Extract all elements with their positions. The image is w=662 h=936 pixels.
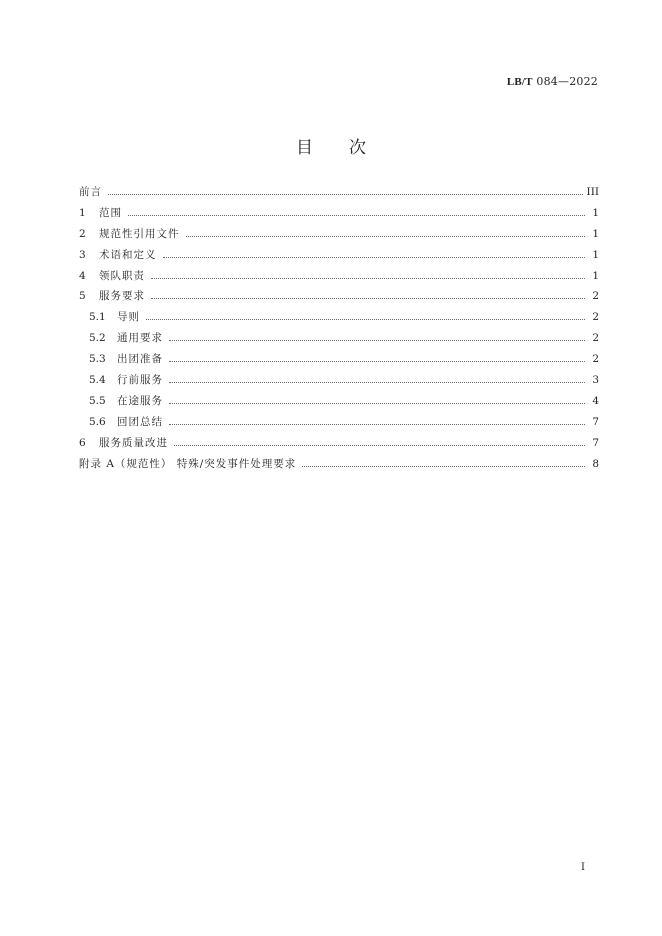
toc-entry[interactable] <box>79 330 599 351</box>
toc-leader-dots <box>151 270 585 279</box>
toc-entry[interactable] <box>79 351 599 372</box>
toc-leader-dots <box>169 374 585 383</box>
toc-entry-page: 1 <box>592 269 599 282</box>
toc-entry-title: 术语和定义 <box>99 248 157 261</box>
toc-entry-number: 1 <box>79 206 86 219</box>
toc-entry-title: 出团准备 <box>117 353 163 366</box>
toc-entry-page: 8 <box>592 457 599 470</box>
toc-leader-dots <box>108 186 583 195</box>
toc-entry-title: 行前服务 <box>117 374 163 387</box>
toc-leader-dots <box>302 458 585 467</box>
toc-entry-title: 导则 <box>117 311 140 324</box>
toc-entry-number: 5.2 <box>89 332 106 345</box>
toc-entry-number: 5 <box>79 290 86 303</box>
toc-entry-page: 2 <box>592 311 599 324</box>
toc-entry-number: 5.1 <box>89 311 106 324</box>
toc-entry-page: 4 <box>592 394 599 407</box>
toc-entry-page: 2 <box>592 290 599 303</box>
toc-entry[interactable] <box>79 393 599 414</box>
toc-entry-title: 服务要求 <box>99 290 145 303</box>
toc-leader-dots <box>128 207 585 216</box>
toc-entry-page: 1 <box>592 206 599 219</box>
toc-entry-number: 3 <box>79 248 86 261</box>
toc-entry-title: 回团总结 <box>117 415 163 428</box>
toc-leader-dots <box>151 291 585 300</box>
toc-entry[interactable] <box>79 456 599 477</box>
toc-entry-title: 通用要求 <box>117 332 163 345</box>
toc-entry-number: 5.3 <box>89 353 106 366</box>
toc-entry[interactable] <box>79 435 599 456</box>
toc-entry-page: 7 <box>592 415 599 428</box>
toc-entry[interactable] <box>79 414 599 435</box>
toc-entry-title: 附录 A（规范性） 特殊/突发事件处理要求 <box>79 457 297 470</box>
toc-leader-dots <box>174 437 585 446</box>
toc-entry-number: 6 <box>79 436 86 449</box>
toc-entry[interactable] <box>79 247 599 268</box>
standard-prefix: LB/T <box>506 76 533 88</box>
toc-leader-dots <box>169 332 585 341</box>
toc-entry[interactable] <box>79 184 599 205</box>
toc-leader-dots <box>163 249 586 258</box>
toc-entry-number: 2 <box>79 227 86 240</box>
standard-code <box>507 75 598 88</box>
toc-leader-dots <box>169 395 585 404</box>
toc-entry-page: III <box>586 186 599 198</box>
toc-entry-page: 1 <box>592 248 599 261</box>
toc-entry-title: 领队职责 <box>99 269 145 282</box>
toc-entry[interactable] <box>79 309 599 330</box>
toc-leader-dots <box>169 416 585 425</box>
toc-entry-page: 2 <box>592 353 599 366</box>
toc-leader-dots <box>146 311 585 320</box>
toc-entry[interactable] <box>79 205 599 226</box>
toc-entry-page: 2 <box>592 332 599 345</box>
toc-entry-page: 7 <box>592 436 599 449</box>
toc-entry-title: 在途服务 <box>117 394 163 407</box>
toc-entry-title: 范围 <box>99 206 122 219</box>
page-title: 目次 <box>296 138 402 158</box>
toc-entry[interactable] <box>79 226 599 247</box>
toc-entry-number: 5.5 <box>89 394 106 407</box>
toc-leader-dots <box>169 353 585 362</box>
toc-entry-number: 4 <box>79 269 86 282</box>
toc-entry[interactable] <box>79 372 599 393</box>
toc-entry[interactable] <box>79 268 599 289</box>
toc-entry-title: 规范性引用文件 <box>99 227 180 240</box>
toc-entry[interactable] <box>79 288 599 309</box>
toc-entry-title: 前言 <box>79 186 102 198</box>
page-number: I <box>581 862 585 873</box>
toc-leader-dots <box>186 228 586 237</box>
toc-entry-number: 5.6 <box>89 415 106 428</box>
standard-number: 084—2022 <box>532 75 598 88</box>
toc-entry-page: 3 <box>592 374 599 387</box>
table-of-contents <box>79 184 599 476</box>
toc-entry-page: 1 <box>592 227 599 240</box>
toc-entry-number: 5.4 <box>89 374 106 387</box>
toc-entry-title: 服务质量改进 <box>99 436 168 449</box>
